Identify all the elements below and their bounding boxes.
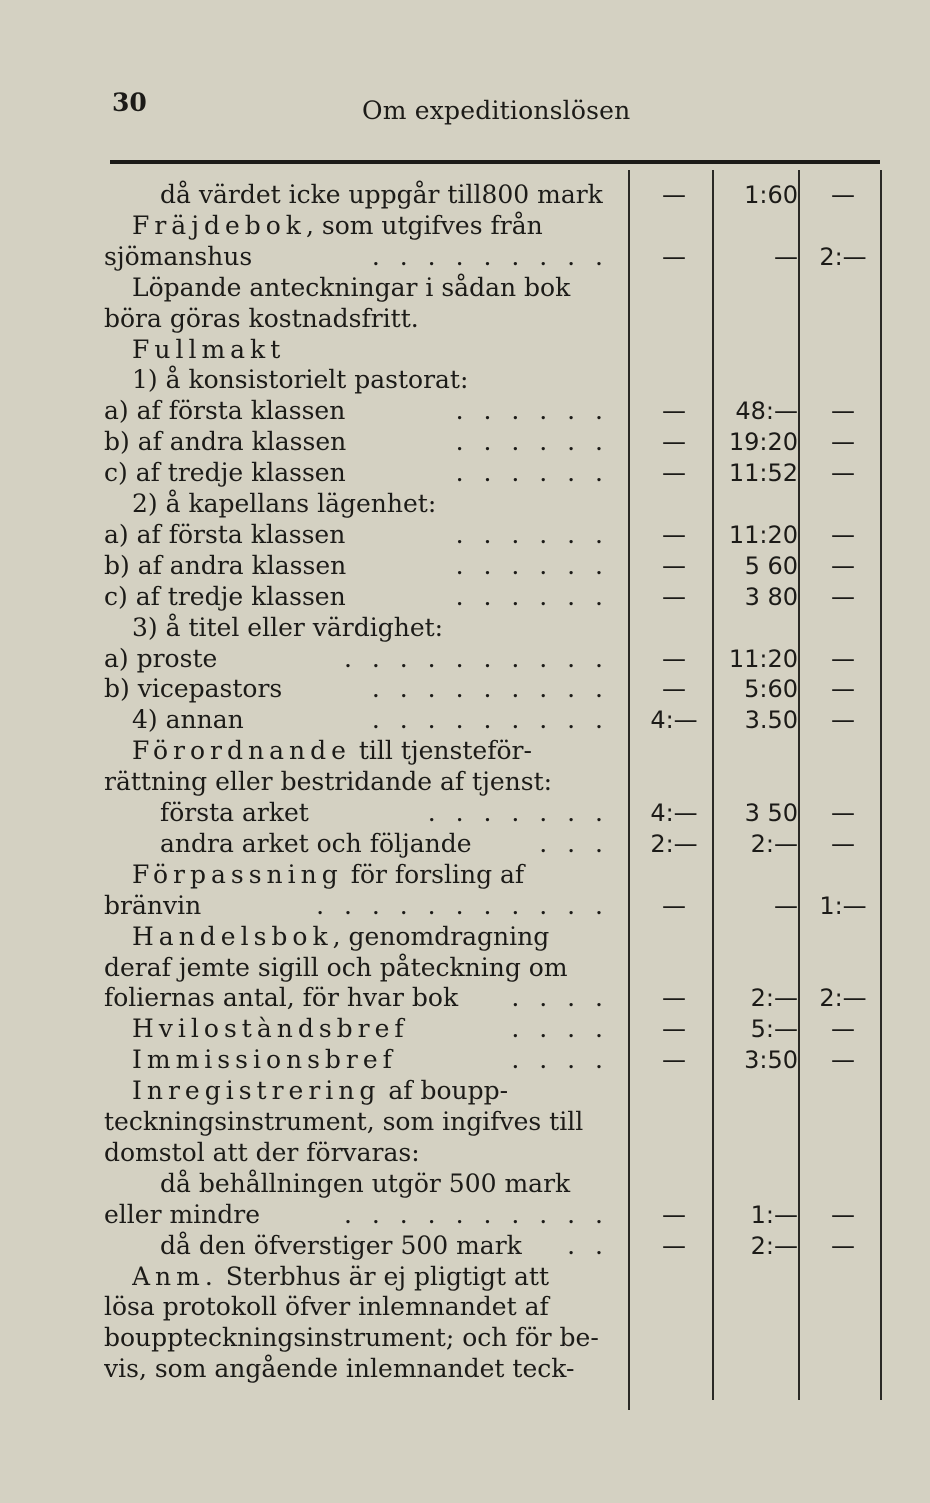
table-row — [104, 242, 879, 272]
fee-cell-c3: 1:— — [819, 891, 867, 920]
row-description: c) af tredje klassen — [104, 581, 346, 611]
fee-cell-c1: — — [662, 459, 686, 488]
running-title: Om expeditionslösen — [362, 96, 631, 125]
fee-cell-c3: — — [831, 181, 855, 209]
leader-dots: . . . . — [511, 983, 609, 1013]
fee-cell-c2: 11:20 — [728, 644, 798, 673]
row-description: Inregistrering af boupp- — [132, 1076, 509, 1106]
row-description: Löpande anteckningar i sådan bok — [132, 272, 571, 302]
row-description: 3) å titel eller värdighet: — [132, 612, 444, 642]
top-rule — [110, 160, 880, 164]
fee-cell-c1: — — [662, 242, 686, 271]
row-description: b) af andra klassen — [104, 427, 347, 457]
leader-dots: . . . . . . . — [427, 798, 609, 827]
row-description: a) proste — [104, 643, 218, 673]
fee-cell-c1: — — [662, 520, 686, 549]
fee-cell-c1: — — [662, 1231, 686, 1260]
fee-cell-c2: 11:52 — [728, 459, 798, 488]
leader-dots: . . . . . . — [455, 427, 609, 457]
fee-cell-c3: — — [831, 675, 855, 704]
page-number: 30 — [112, 88, 147, 117]
fee-cell-c2: — — [774, 891, 798, 920]
fee-cell-c2: 2:— — [750, 1231, 798, 1260]
row-description: första arket — [160, 798, 309, 827]
table-row — [104, 1045, 879, 1075]
fee-cell-c1: — — [662, 582, 686, 611]
row-description: c) af tredje klassen — [104, 458, 346, 488]
fee-cell-c1: — — [662, 428, 686, 457]
row-description: rättning eller bestridande af tjenst: — [104, 767, 553, 797]
fee-cell-c3: — — [831, 397, 855, 426]
fee-cell-c3: — — [831, 551, 855, 580]
fee-cell-c3: 2:— — [819, 984, 867, 1013]
table-row — [104, 335, 879, 365]
row-description: deraf jemte sigill och påteckning om — [104, 952, 568, 982]
table-row — [104, 922, 879, 952]
table-row — [104, 582, 879, 612]
row-description: domstol att der förvaras: — [104, 1137, 420, 1167]
leader-dots: . . . — [539, 828, 609, 858]
fee-cell-c1: — — [662, 397, 686, 426]
spaced-heading: Handelsbok — [132, 921, 333, 951]
row-description: Förpassning för forsling af — [132, 859, 525, 889]
table-row — [104, 1076, 879, 1106]
row-description: b) vicepastors — [104, 674, 283, 704]
table-row — [104, 860, 879, 890]
row-description: bouppteckningsinstrument; och för be- — [104, 1323, 599, 1353]
fee-cell-c3: — — [831, 1015, 855, 1044]
row-description: vis, som angående inlemnandet teck- — [104, 1354, 575, 1384]
leader-dots: . . . . . . . . . . — [344, 643, 609, 673]
fee-cell-c3: — — [831, 1231, 855, 1260]
fee-cell-c2: 1:— — [750, 1200, 798, 1229]
table-row — [104, 1200, 879, 1230]
leader-dots: . . . . . . — [455, 550, 609, 580]
fee-cell-c3: — — [831, 706, 855, 735]
table-row — [104, 736, 879, 766]
table-row — [104, 798, 879, 828]
table-row — [104, 1323, 879, 1353]
table-row — [104, 1107, 879, 1137]
leader-dots: . . . . — [511, 1014, 609, 1044]
fee-cell-c3: — — [831, 459, 855, 488]
row-description: lösa protokoll öfver inlemnandet af — [104, 1292, 549, 1322]
table-row — [104, 520, 879, 550]
fee-cell-c3: — — [831, 799, 855, 827]
row-description: Fräjdebok, som utgifves från — [132, 210, 543, 240]
fee-cell-c1: — — [662, 1046, 686, 1075]
fee-cell-c1: — — [662, 551, 686, 580]
fee-cell-c2: — — [774, 242, 798, 271]
table-row — [104, 953, 879, 983]
table-row — [104, 891, 879, 921]
table-row — [104, 551, 879, 581]
fee-cell-c3: — — [831, 582, 855, 611]
table-row — [104, 1262, 879, 1292]
leader-dots: . . . . . . — [455, 519, 609, 549]
row-description: a) af första klassen — [104, 519, 346, 549]
table-row — [104, 396, 879, 426]
table-row — [104, 1292, 879, 1322]
spaced-heading: Immissionsbref — [132, 1045, 397, 1075]
table-row — [104, 458, 879, 488]
fee-cell-c2: 2:— — [750, 829, 798, 858]
leader-dots: . . . . . . . . . — [371, 705, 609, 735]
row-description: Anm. Sterbhus är ej pligtigt att — [132, 1261, 549, 1291]
table-row — [104, 211, 879, 241]
row-description: Handelsbok, genomdragning — [132, 921, 550, 951]
leader-dots: . . . . . . — [455, 581, 609, 611]
row-description: sjömanshus — [104, 241, 253, 271]
row-description: eller mindre — [104, 1199, 261, 1229]
row-description: 4) annan — [132, 705, 244, 735]
row-description: 2) å kapellans lägenhet: — [132, 489, 437, 518]
fee-cell-c3: — — [831, 428, 855, 457]
fee-cell-c1: 4:— — [650, 706, 698, 735]
leader-dots: . . . . . . . . . . — [344, 1199, 609, 1229]
table-row — [104, 273, 879, 303]
table-row — [104, 644, 879, 674]
table-row — [104, 1354, 879, 1384]
table-row — [104, 613, 879, 643]
fee-cell-c3: 2:— — [819, 242, 867, 271]
fee-cell-c1: — — [662, 891, 686, 920]
table-row — [104, 1169, 879, 1199]
spaced-heading: Fullmakt — [132, 334, 286, 364]
fee-cell-c1: — — [662, 675, 686, 704]
fee-cell-c1: — — [662, 984, 686, 1013]
table-row — [104, 489, 879, 519]
fee-cell-c2: 5 60 — [744, 551, 798, 580]
fee-cell-c3: — — [831, 1046, 855, 1075]
table-row — [104, 180, 879, 210]
spaced-heading: Förordnande — [132, 736, 351, 766]
fee-cell-c2: 3 80 — [744, 582, 798, 611]
fee-cell-c3: — — [831, 829, 855, 858]
spaced-heading: Förpassning — [132, 859, 343, 889]
row-description — [132, 335, 609, 365]
fee-cell-c2: 3.50 — [744, 706, 798, 735]
spaced-heading: Fräjdebok — [132, 210, 306, 240]
fee-cell-c2: 11:20 — [728, 520, 798, 549]
fee-cell-c1: — — [662, 1200, 686, 1229]
fee-cell-c2: 1:60 — [744, 181, 798, 209]
leader-dots: . . . . . . . . . — [371, 674, 609, 704]
table-row — [104, 365, 879, 395]
table-row — [104, 674, 879, 704]
row-description: bränvin — [104, 890, 202, 920]
spaced-heading: Hvilostàndsbref — [132, 1014, 409, 1044]
table-row — [104, 983, 879, 1013]
row-description: då värdet icke uppgår till800 mark — [160, 180, 603, 209]
row-description: foliernas antal, för hvar bok — [104, 983, 459, 1013]
leader-dots: . . . . . . — [455, 396, 609, 426]
row-description: a) af första klassen — [104, 396, 346, 426]
fee-cell-c3: — — [831, 1200, 855, 1229]
row-description: andra arket och följande — [160, 828, 472, 858]
table-row — [104, 1138, 879, 1168]
table-row — [104, 304, 879, 334]
fee-cell-c1: 2:— — [650, 829, 698, 858]
table-row — [104, 829, 879, 859]
fee-cell-c3: — — [831, 520, 855, 549]
fee-cell-c2: 5:60 — [744, 675, 798, 704]
leader-dots: . . . . . . . . . — [371, 241, 609, 271]
fee-cell-c2: 19:20 — [728, 428, 798, 457]
spaced-heading: Anm. — [132, 1261, 218, 1291]
leader-dots: . . . . — [511, 1045, 609, 1075]
fee-cell-c2: 3 50 — [744, 799, 798, 827]
leader-dots: . . . . . . . . . . . — [316, 890, 609, 920]
fee-cell-c2: 5:— — [750, 1015, 798, 1044]
row-description: b) af andra klassen — [104, 550, 347, 580]
table-row — [104, 427, 879, 457]
row-description: då den öfverstiger 500 mark — [160, 1230, 522, 1260]
table-row — [104, 767, 879, 797]
table-row — [104, 1231, 879, 1261]
fee-cell-c3: — — [831, 644, 855, 673]
fee-cell-c2: 3:50 — [744, 1046, 798, 1075]
fee-cell-c2: 2:— — [750, 984, 798, 1013]
leader-dots: . . . . . . — [455, 458, 609, 488]
fee-cell-c2: 48:— — [735, 397, 798, 426]
row-description: då behållningen utgör 500 mark — [160, 1168, 571, 1198]
row-description: teckningsinstrument, som ingifves till — [104, 1107, 584, 1136]
table-row — [104, 1014, 879, 1044]
spaced-heading: Inregistrering — [132, 1076, 381, 1106]
fee-cell-c1: — — [662, 181, 686, 209]
leader-dots: . . — [567, 1230, 609, 1260]
fee-cell-c1: 4:— — [650, 799, 698, 827]
fee-cell-c1: — — [662, 644, 686, 673]
fee-cell-c1: — — [662, 1015, 686, 1044]
table-row — [104, 705, 879, 735]
row-description: Förordnande till tjensteför- — [132, 736, 532, 766]
row-description: böra göras kostnadsfritt. — [104, 303, 419, 333]
row-description: 1) å konsistorielt pastorat: — [132, 365, 469, 395]
